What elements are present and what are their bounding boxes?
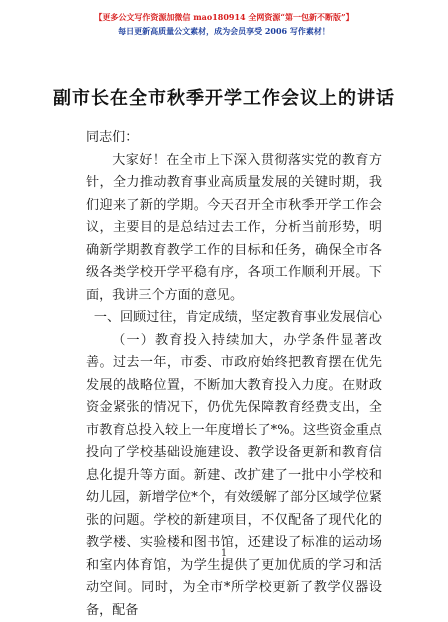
salutation: 同志们： bbox=[86, 127, 382, 150]
promo-banner-line-2: 每日更新高质量公文素材，成为会员享受 2006 写作素材！ bbox=[0, 24, 448, 38]
promo-banner bbox=[0, 10, 448, 38]
section-paragraph: （一）教育投入持续加大，办学条件显著改善。过去一年，市委、市政府始终把教育摆在优先发展的战略位置，不断加大教育投入力度。在财政资金紧张的情况下，仍优先保障教育经费支出，全市教育总投入较上一年度增长了*%。这些资金重点投向了学校基础设施建设、教学设备更新和教育信息化提升等方面。新建、改扩建了一批中小学校和幼儿园，新增学位*个，有效缓解了部分区域学位紧张的问题。学校的新建项目，不仅配备了现代化的教学楼、实验楼和图书馆，还建设了标准的运动场和室内体育馆，为学生提供了更加优质的学习和活动空间。同时，为全市*所学校更新了教学仪器设备，配备 bbox=[86, 330, 382, 622]
opening-paragraph: 大家好！在全市上下深入贯彻落实党的教育方针，全力推动教育事业高质量发展的关键时期，我们迎来了新的学期。今天召开全市秋季开学工作会议，主要目的是总结过去工作，分析当前形势，明确新学期教育教学工作的目标和任务，确保全市各级各类学校开学平稳有序，各项工作顺利开展。下面，我讲三个方面的意见。 bbox=[86, 150, 382, 308]
promo-banner-line-1: 【更多公文写作资源加微信 mao180914 全网资源“第一包新不断版”】 bbox=[0, 10, 448, 24]
section-heading: 一、回顾过往，肯定成绩，坚定教育事业发展信心 bbox=[86, 307, 382, 330]
document-title: 副市长在全市秋季开学工作会议上的讲话 bbox=[0, 84, 448, 110]
page-number: 1 bbox=[0, 548, 448, 559]
